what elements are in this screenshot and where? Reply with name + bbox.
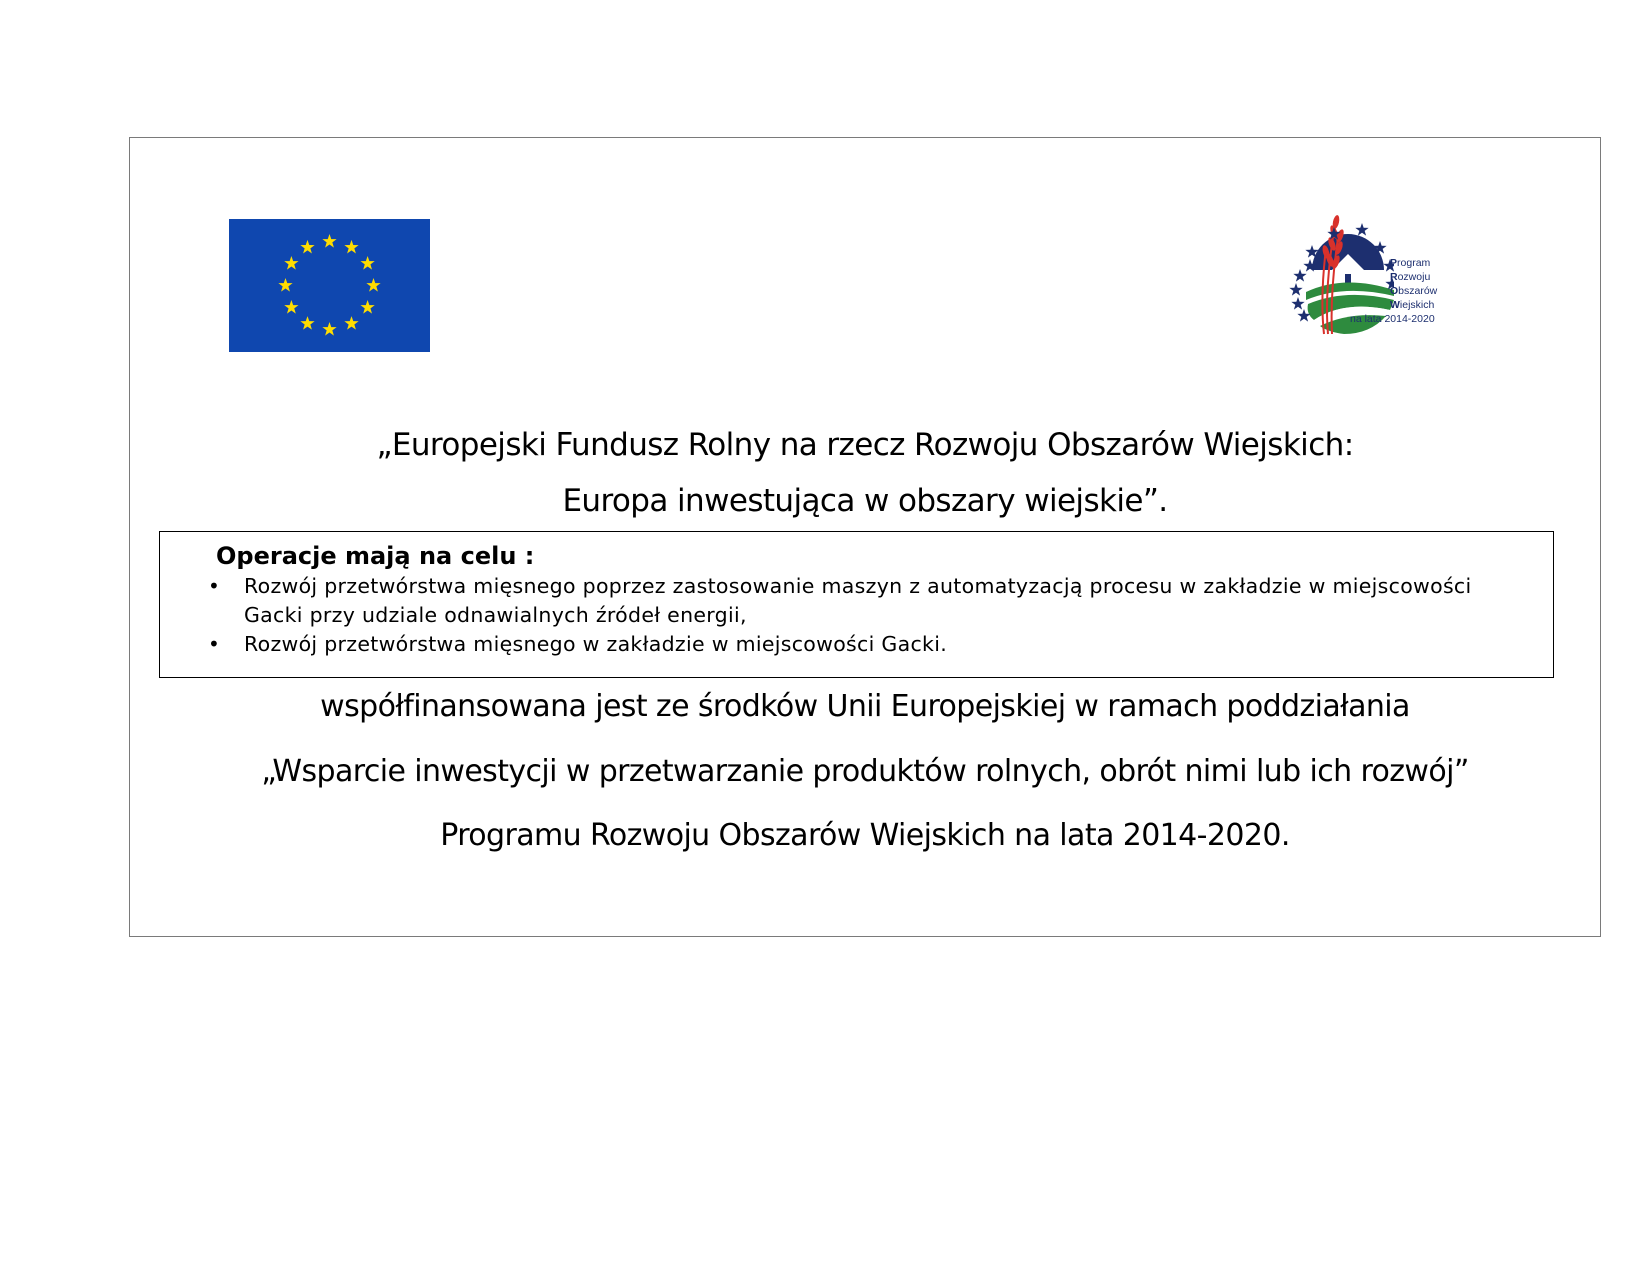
- prow-star-icon: [1293, 269, 1306, 282]
- prow-line-1: Program: [1390, 257, 1431, 269]
- prow-logo-text: [1350, 256, 1510, 326]
- prow-line-4: Wiejskich: [1390, 299, 1435, 311]
- prow-star-icon: [1355, 223, 1368, 236]
- bullet-icon: •: [208, 632, 221, 656]
- headline-line-1: „Europejski Fundusz Rolny na rzecz Rozwoju Obszarów Wiejskich:: [376, 427, 1354, 463]
- list-item: [208, 630, 1488, 659]
- body-line-2: „Wsparcie inwestycji w przetwarzanie produktów rolnych, obrót nimi lub ich rozwój”: [261, 754, 1469, 789]
- information-poster: [129, 137, 1601, 937]
- list-item: [208, 572, 1488, 630]
- prow-star-icon: [1289, 283, 1302, 296]
- operations-list: [208, 572, 1488, 659]
- prow-logo: [1284, 208, 1504, 340]
- prow-period: na lata 2014-2020: [1350, 313, 1435, 325]
- prow-line-2: Rozwoju: [1390, 271, 1431, 283]
- body-line-3: Programu Rozwoju Obszarów Wiejskich na lata 2014-2020.: [440, 818, 1290, 853]
- operations-title: Operacje mają na celu :: [216, 542, 535, 570]
- operations-box: [159, 531, 1554, 678]
- list-item-text: Rozwój przetwórstwa mięsnego poprzez zastosowanie maszyn z automatyzacją procesu w zakładzie w miejscowości Gacki przy udziale odnawialnych źródeł energii,: [244, 574, 1472, 627]
- body-line-1: współfinansowana jest ze środków Unii Europejskiej w ramach poddziałania: [320, 689, 1410, 724]
- list-item-text: Rozwój przetwórstwa mięsnego w zakładzie w miejscowości Gacki.: [244, 632, 948, 656]
- eu-flag-icon: [229, 219, 430, 352]
- prow-star-icon: [1291, 297, 1304, 310]
- headline-line-2: Europa inwestująca w obszary wiejskie”.: [562, 483, 1168, 519]
- prow-line-3: Obszarów: [1390, 285, 1438, 297]
- bullet-icon: •: [208, 574, 221, 598]
